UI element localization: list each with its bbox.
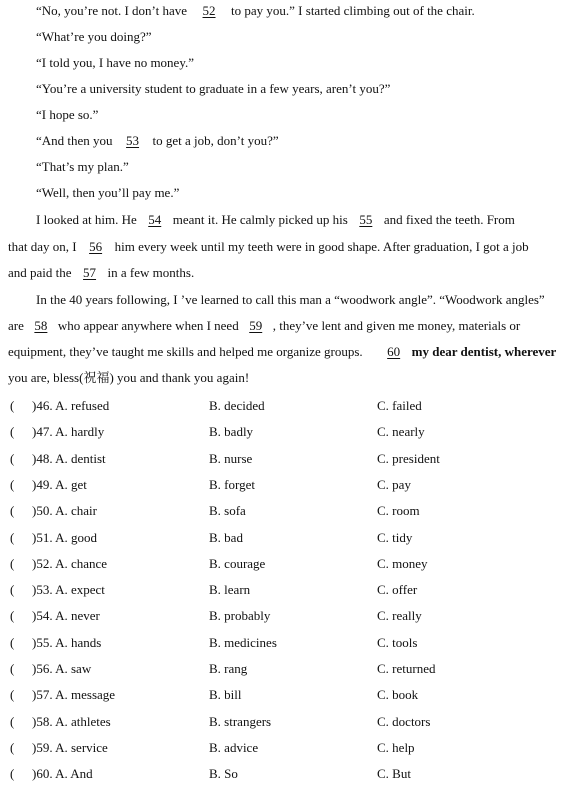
option-row [0, 608, 580, 624]
text: “No, you’re not. I don’t have [36, 3, 188, 18]
answer-paren[interactable]: ( [10, 503, 15, 519]
option-a: )60. A. And [32, 766, 93, 782]
option-c: C. money [377, 555, 428, 571]
option-c: C. doctors [377, 713, 431, 729]
option-c: C. nearly [377, 424, 425, 440]
answer-paren[interactable]: ( [10, 713, 15, 729]
passage-line-7: “That’s my plan.” [36, 159, 129, 174]
option-row [0, 740, 580, 756]
answer-paren[interactable]: ( [10, 634, 15, 650]
answer-paren[interactable]: ( [10, 424, 15, 440]
text: meant it. He calmly picked up his [172, 212, 348, 227]
text: and paid the [8, 265, 72, 280]
answer-paren[interactable]: ( [10, 766, 15, 782]
option-row [0, 398, 580, 414]
text: who appear anywhere when I need [57, 318, 239, 333]
paragraph-2-line-2 [8, 318, 520, 334]
option-a: )54. A. never [32, 608, 100, 624]
option-a: )56. A. saw [32, 661, 92, 676]
answer-paren[interactable]: ( [10, 661, 15, 676]
option-a: )58. A. athletes [32, 713, 111, 729]
passage-line-3: “I told you, I have no money.” [36, 55, 194, 70]
answer-paren[interactable]: ( [10, 555, 15, 571]
option-b: B. decided [209, 398, 265, 413]
option-a: )53. A. expect [32, 582, 105, 598]
text: him every week until my teeth were in good shape. After graduation, I got a job [114, 239, 529, 254]
text: I looked at him. He [36, 212, 137, 227]
option-row [0, 451, 580, 467]
option-c: C. help [377, 739, 415, 755]
option-b: B. sofa [209, 503, 246, 519]
paragraph-1-line-2 [8, 239, 529, 255]
option-b: B. badly [209, 424, 254, 440]
blank-52: 52 [202, 3, 216, 18]
option-b: B. advice [209, 739, 259, 755]
option-c: C. returned [377, 661, 436, 676]
option-row [0, 766, 580, 782]
blank-57: 57 [83, 265, 97, 280]
paragraph-2-line-3 [8, 344, 556, 360]
option-b: B. forget [209, 476, 255, 492]
passage-line-5: “I hope so.” [36, 107, 99, 122]
option-row [0, 687, 580, 703]
paragraph-1-line-1 [36, 212, 515, 228]
paragraph-1-line-3 [8, 265, 194, 281]
option-c: C. tools [377, 634, 418, 650]
text: “And then you [36, 133, 113, 148]
option-b: B. So [209, 766, 238, 782]
option-a: )47. A. hardly [32, 424, 105, 440]
option-a: )52. A. chance [32, 555, 108, 571]
option-c: C. president [377, 450, 440, 466]
option-b: B. strangers [209, 713, 272, 729]
option-a: )55. A. hands [32, 634, 102, 650]
blank-55: 55 [359, 212, 373, 227]
option-row [0, 582, 580, 598]
blank-54: 54 [148, 212, 162, 227]
option-c: C. pay [377, 476, 411, 492]
answer-paren[interactable]: ( [10, 450, 15, 466]
option-b: B. bad [209, 529, 243, 545]
passage-line-1 [36, 3, 475, 19]
option-c: C. tidy [377, 529, 413, 545]
option-row [0, 477, 580, 493]
option-row [0, 503, 580, 519]
option-a: )57. A. message [32, 687, 116, 703]
passage-line-6 [36, 133, 279, 149]
passage-line-2: “What’re you doing?” [36, 29, 152, 44]
answer-paren[interactable]: ( [10, 398, 15, 413]
blank-59: 59 [249, 318, 263, 333]
option-b: B. nurse [209, 450, 253, 466]
option-c: C. book [377, 687, 419, 703]
option-row [0, 635, 580, 651]
option-b: B. courage [209, 555, 266, 571]
option-b: B. probably [209, 608, 271, 624]
option-a: )50. A. chair [32, 503, 97, 519]
option-row [0, 424, 580, 440]
passage-line-8: “Well, then you’ll pay me.” [36, 185, 180, 200]
text: to get a job, don’t you?” [152, 133, 279, 148]
blank-53: 53 [126, 133, 140, 148]
text: that day on, I [8, 239, 77, 254]
option-a: )49. A. get [32, 476, 87, 492]
text: equipment, they’ve taught me skills and helped me organize groups. [8, 344, 363, 359]
blank-60: 60 [387, 344, 401, 359]
blank-58: 58 [34, 318, 48, 333]
answer-paren[interactable]: ( [10, 687, 15, 703]
option-c: C. really [377, 608, 422, 624]
answer-paren[interactable]: ( [10, 529, 15, 545]
option-row [0, 530, 580, 546]
passage-line-4: “You’re a university student to graduate in a few years, aren’t you?” [36, 81, 391, 96]
text: and fixed the teeth. From [383, 212, 515, 227]
answer-paren[interactable]: ( [10, 476, 15, 492]
option-a: )46. A. refused [32, 398, 110, 413]
paragraph-2-line-1: In the 40 years following, I ’ve learned to call this man a “woodwork angle”. “Woodwork angles” [36, 292, 545, 307]
option-b: B. learn [209, 582, 251, 598]
option-c: C. But [377, 766, 411, 782]
option-a: )59. A. service [32, 739, 108, 755]
option-b: B. rang [209, 661, 248, 676]
option-c: C. room [377, 503, 420, 519]
text: , they’ve lent and given me money, materials or [272, 318, 521, 333]
text: to pay you.” I started climbing out of the chair. [231, 3, 475, 18]
option-c: C. offer [377, 582, 418, 598]
answer-paren[interactable]: ( [10, 739, 15, 755]
option-row [0, 714, 580, 730]
option-c: C. failed [377, 398, 422, 413]
blank-56: 56 [89, 239, 103, 254]
paragraph-2-line-4: you are, bless(祝福) you and thank you again! [8, 370, 250, 385]
option-row [0, 556, 580, 572]
option-a: )51. A. good [32, 529, 97, 545]
text: my dear dentist, wherever [411, 344, 557, 359]
answer-paren[interactable]: ( [10, 582, 15, 598]
text: are [8, 318, 24, 333]
answer-paren[interactable]: ( [10, 608, 15, 624]
option-b: B. medicines [209, 634, 277, 650]
text: in a few months. [107, 265, 195, 280]
option-row [0, 661, 580, 677]
option-a: )48. A. dentist [32, 450, 106, 466]
option-b: B. bill [209, 687, 242, 703]
